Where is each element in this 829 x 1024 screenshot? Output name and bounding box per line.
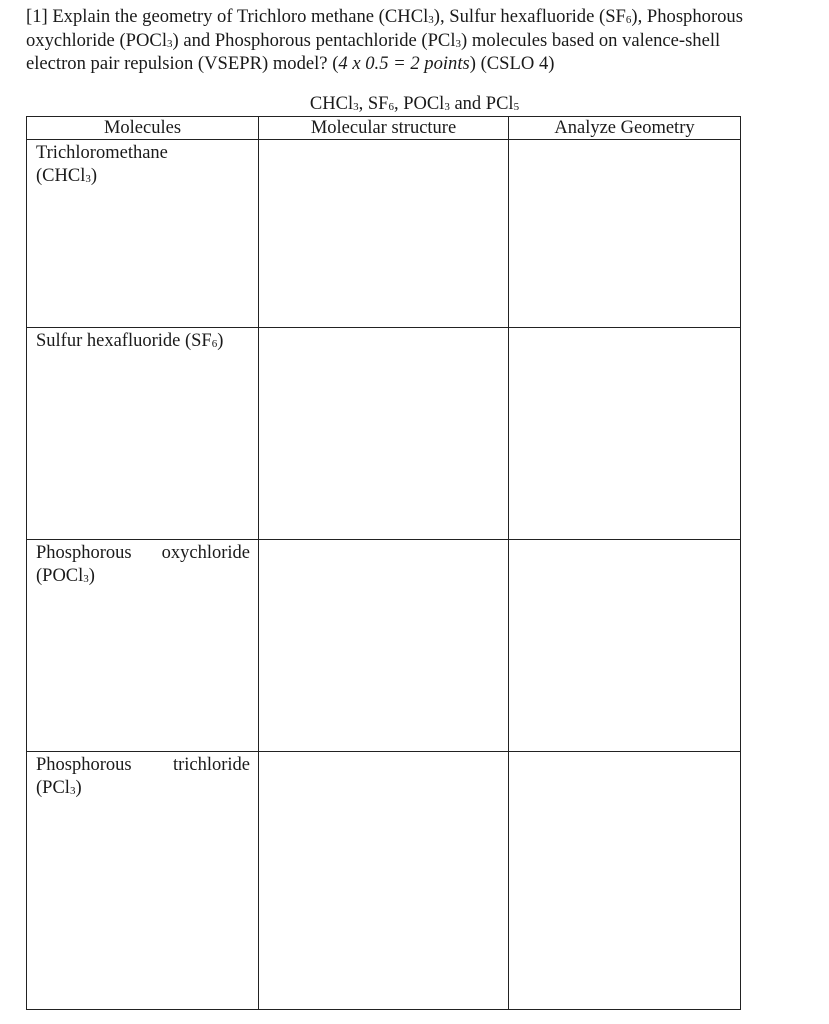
table-row bbox=[27, 140, 741, 328]
question-line-3-start: electron pair repulsion (VSEPR) model? ( bbox=[26, 53, 339, 74]
molecule-name-cell bbox=[27, 140, 259, 328]
table-header-row bbox=[27, 117, 741, 140]
header-analyze-geometry: Analyze Geometry bbox=[509, 117, 741, 140]
structure-answer-cell[interactable] bbox=[259, 328, 509, 540]
points-note: 4 x 0.5 = 2 points bbox=[338, 53, 470, 74]
molecule-formula: (CHCl$_3$) bbox=[36, 166, 98, 186]
molecule-formula: (POCl$_3$) bbox=[36, 566, 95, 586]
molecule-name-cell bbox=[27, 328, 259, 540]
table-row bbox=[27, 328, 741, 540]
molecule-name: Phosphorous oxychloride bbox=[36, 543, 250, 563]
molecule-name: Phosphorous trichloride bbox=[36, 755, 250, 775]
structure-answer-cell[interactable] bbox=[259, 140, 509, 328]
header-molecular-structure: Molecular structure bbox=[259, 117, 509, 140]
question-line-3 bbox=[26, 52, 821, 76]
table-row bbox=[27, 540, 741, 752]
table-caption: CHCl$_3$, $SF_6$, POCl$_3$ and PCl$_5$ bbox=[309, 94, 520, 114]
question-line-1: [1] Explain the geometry of Trichloro methane (CHCl$_3$), Sulfur hexafluoride $(SF_6)$, Phosphorous bbox=[26, 6, 743, 27]
geometry-answer-cell[interactable] bbox=[509, 540, 741, 752]
structure-answer-cell[interactable] bbox=[259, 752, 509, 1010]
molecule-table bbox=[26, 116, 741, 1010]
structure-answer-cell[interactable] bbox=[259, 540, 509, 752]
geometry-answer-cell[interactable] bbox=[509, 140, 741, 328]
molecule-name-cell bbox=[27, 540, 259, 752]
question-line-3-end: ) (CSLO 4) bbox=[469, 53, 555, 74]
geometry-answer-cell[interactable] bbox=[509, 752, 741, 1010]
molecule-name-cell bbox=[27, 752, 259, 1010]
geometry-answer-cell[interactable] bbox=[509, 328, 741, 540]
molecule-formula: (PCl$_3$) bbox=[36, 778, 82, 798]
question-text bbox=[26, 5, 821, 76]
molecule-name: Sulfur hexafluoride $(SF_6)$ bbox=[36, 331, 224, 351]
question-line-2: oxychloride (POCl$_3$) and Phosphorous pentachloride (PCl$_3$) molecules based on valence-shell bbox=[26, 29, 721, 51]
table-row bbox=[27, 752, 741, 1010]
header-molecules: Molecules bbox=[27, 117, 259, 140]
molecule-name: Trichloromethane bbox=[36, 143, 168, 163]
